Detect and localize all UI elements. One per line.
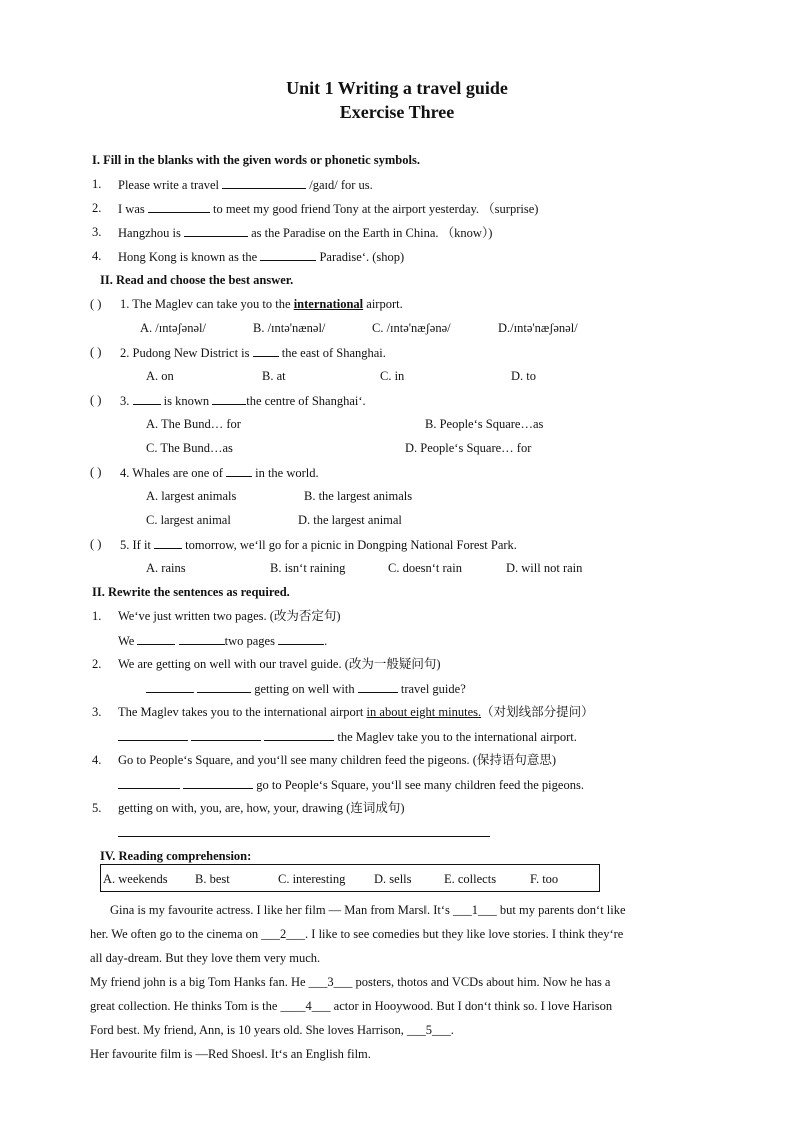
answer-paren[interactable]: ( ) [90,393,102,407]
item-text: I was [118,202,145,216]
s3-answer-2 [146,680,466,697]
passage-line: great collection. He thinks Tom is the ____4___ actor in Hooywood. But I don‘t think so. I love Harison [90,999,613,1013]
option-d: D. the largest animal [298,513,402,527]
word-option: A. weekends [103,872,168,886]
question-text: airport. [363,297,403,311]
answer-text: . [324,634,328,648]
item-number: 1. [92,609,102,623]
word-option: C. interesting [278,872,346,886]
question-text: 2. Pudong New District is [120,346,250,360]
answer-paren[interactable]: ( ) [90,537,102,551]
option-d: D. will not rain [506,561,583,575]
question-text: in the world. [255,466,319,480]
item-text: （对划线部分提问） [481,705,594,719]
s1-item-3 [92,224,493,240]
answer-blank[interactable] [358,680,398,693]
answer-blank[interactable] [148,200,210,213]
answer-blank[interactable] [260,248,316,261]
word-option: B. best [195,872,230,886]
item-text: Go to People‘s Square, and you‘ll see many children feed the pigeons. (保持语句意思) [118,753,557,767]
option-c: C. The Bund…as [146,441,233,455]
option-b: B. People‘s Square…as [425,417,544,431]
answer-line[interactable] [118,836,490,837]
answer-blank[interactable] [226,464,252,477]
option-d: D. to [511,369,536,383]
item-number: 2. [92,657,102,671]
item-number: 1. [92,177,102,191]
item-text: Hangzhou is [118,226,181,240]
word-option: F. too [530,872,559,886]
answer-text: two pages [224,634,275,648]
section3-heading: II. Rewrite the sentences as required. [92,585,290,599]
s2-question-1 [90,296,403,312]
key-word: international [293,297,364,311]
option-c: C. in [380,369,405,383]
answer-blank[interactable] [179,632,225,645]
answer-paren[interactable]: ( ) [90,345,102,359]
section2-heading: II. Read and choose the best answer. [100,273,294,287]
answer-blank[interactable] [133,392,161,405]
option-b: B. the largest animals [304,489,413,503]
answer-blank[interactable] [212,392,246,405]
question-text: the east of Shanghai. [281,346,386,360]
question-text: the centre of Shanghai‘. [246,394,366,408]
passage-line: Gina is my favourite actress. I like her film — Man from Mars‖. It‘s ___1___ but my parents don‘t like [110,903,626,917]
option-b: B. /ɪntə'nænəl/ [253,321,326,335]
s2-question-2 [90,344,386,360]
s3-answer-4 [118,776,584,793]
s1-item-1 [92,176,373,192]
word-option: D. sells [374,872,412,886]
passage-line: My friend john is a big Tom Hanks fan. He ___3___ posters, thotos and VCDs about him. Now he has a [90,975,611,989]
answer-blank[interactable] [154,536,182,549]
question-text: 5. If it [120,538,151,552]
answer-blank[interactable] [137,632,175,645]
s3-item-3 [92,704,594,720]
passage-line: Her favourite film is —Red Shoes‖. It‘s an English film. [90,1047,371,1061]
question-text: tomorrow, we‘ll go for a picnic in Dongping National Forest Park. [185,538,517,552]
answer-blank[interactable] [253,344,279,357]
s3-item-5 [92,800,405,816]
answer-blank[interactable] [278,632,324,645]
answer-paren[interactable]: ( ) [90,465,102,479]
item-number: 4. [92,249,102,263]
answer-text: travel guide? [400,682,466,696]
item-text: to meet my good friend Tony at the airport yesterday. （surprise) [212,202,539,216]
item-number: 5. [92,801,102,815]
answer-blank[interactable] [118,728,188,741]
item-text: We are getting on well with our travel guide. (改为一般疑问句) [118,657,441,671]
item-text: The Maglev takes you to the international airport [118,705,367,719]
answer-prefix: We [118,634,135,648]
s3-answer-1 [118,632,327,649]
option-c: C. doesn‘t rain [388,561,462,575]
answer-text: getting on well with [254,682,355,696]
page-title: Unit 1 Writing a travel guide [286,78,508,98]
item-number: 4. [92,753,102,767]
s1-item-4 [92,248,405,264]
s3-item-1 [92,608,341,624]
question-text: 1. The Maglev can take you to the [120,297,294,311]
answer-blank[interactable] [222,176,306,189]
item-number: 2. [92,201,102,215]
option-b: B. at [262,369,286,383]
item-text: as the Paradise on the Earth in China. （know）) [251,226,493,240]
answer-blank[interactable] [118,776,180,789]
item-text: getting on with, you, are, how, your, drawing (连词成句) [118,801,405,815]
passage-line: all day-dream. But they love them very much. [90,951,321,965]
option-b: B. isn‘t raining [270,561,346,575]
word-option: E. collects [444,872,497,886]
option-c: C. largest animal [146,513,231,527]
item-number: 3. [92,225,102,239]
section1-heading: I. Fill in the blanks with the given words or phonetic symbols. [92,153,420,167]
question-text: 3. [120,394,130,408]
item-text: Please write a travel [118,178,219,192]
s1-item-2 [92,200,539,216]
passage-line: her. We often go to the cinema on ___2___. I like to see comedies but they like love stories. I think they‘re [90,927,624,941]
s2-question-5 [90,536,517,552]
item-text: Hong Kong is known as the [118,250,261,264]
word-bank-box [100,864,600,892]
answer-blank[interactable] [197,680,251,693]
page-subtitle: Exercise Three [339,102,455,122]
option-a: A. largest animals [146,489,237,503]
answer-blank[interactable] [264,728,334,741]
question-text: is known [163,394,210,408]
item-text: Paradise‘. (shop) [319,250,405,264]
option-c: C. /ɪntə'næʃənə/ [372,321,451,335]
option-a: A. on [146,369,174,383]
answer-blank[interactable] [184,224,248,237]
item-number: 3. [92,705,102,719]
s2-question-3 [90,392,366,408]
s3-item-2 [92,656,441,672]
answer-text: the Maglev take you to the international airport. [337,730,577,744]
item-text: We‘ve just written two pages. (改为否定句) [118,609,341,623]
option-a: A. /ɪntəʃənəl/ [140,321,206,335]
option-d: D./ɪntə'næʃənəl/ [498,321,578,335]
option-a: A. rains [146,561,186,575]
answer-text: go to People‘s Square, you‘ll see many children feed the pigeons. [256,778,584,792]
answer-blank[interactable] [146,680,194,693]
passage-line: Ford best. My friend, Ann, is 10 years old. She loves Harrison, ___5___. [90,1023,454,1037]
question-text: 4. Whales are one of [120,466,223,480]
s3-item-4 [92,752,557,768]
option-d: D. People‘s Square… for [405,441,532,455]
item-text: /gaɪd/ for us. [309,178,373,192]
underlined-phrase: in about eight minutes. [366,705,482,719]
answer-blank[interactable] [183,776,253,789]
option-a: A. The Bund… for [146,417,241,431]
answer-paren[interactable]: ( ) [90,297,102,311]
answer-blank[interactable] [191,728,261,741]
s3-answer-3 [118,728,577,745]
section4-heading: IV. Reading comprehension: [100,849,252,863]
s2-question-4 [90,464,319,480]
